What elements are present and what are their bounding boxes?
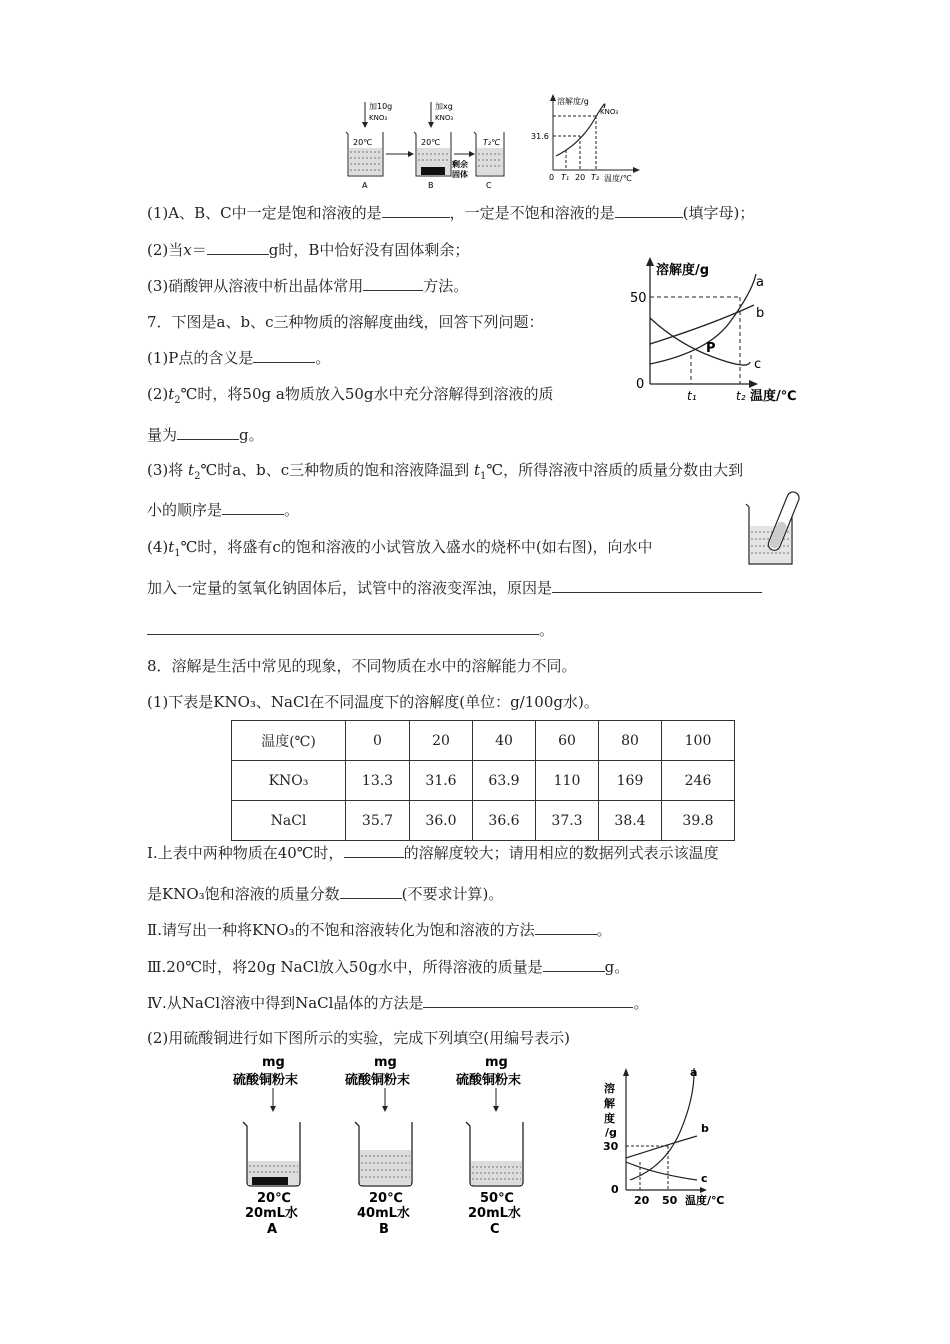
answer-blank[interactable] <box>222 500 284 515</box>
beaker-a-mass: mg <box>262 1055 285 1070</box>
solid-label: 固体 <box>452 170 468 179</box>
q8-part1: (1)下表是KNO₃、NaCl在不同温度下的溶解度(单位：g/100g水)。 <box>147 693 599 711</box>
answer-blank[interactable] <box>253 348 315 363</box>
table-cell: 246 <box>662 761 735 801</box>
kno3-solubility-graph <box>528 92 643 184</box>
table-cell: 36.6 <box>473 801 536 841</box>
q8-stem: 8．溶解是生活中常见的现象，不同物质在水中的溶解能力不同。 <box>147 657 577 675</box>
table-cell: 37.3 <box>536 801 599 841</box>
x-tick-20: 20 <box>575 173 586 182</box>
beaker-b-mass: mg <box>374 1055 397 1070</box>
q6-part2: (2)当x＝ g时，B中恰好没有固体剩余； <box>147 241 470 259</box>
answer-blank[interactable] <box>344 843 404 858</box>
answer-blank[interactable] <box>615 203 683 218</box>
y-label-4: /g <box>605 1126 617 1139</box>
point-p-label: P <box>706 341 716 356</box>
beaker-b-powder: 硫酸铜粉末 <box>345 1073 411 1088</box>
answer-blank[interactable] <box>535 920 597 935</box>
q8-iii: Ⅲ.20℃时，将20g NaCl放入50g水中，所得溶液的质量是 g。 <box>147 958 630 976</box>
table-header-row <box>232 721 735 761</box>
cuso4-solubility-graph <box>600 1062 740 1210</box>
beaker-c-powder: 硫酸铜粉末 <box>456 1073 522 1088</box>
answer-blank[interactable] <box>340 884 402 899</box>
q7-part3-cont: 小的顺序是 。 <box>147 501 300 519</box>
beaker-c-label: C <box>490 1222 500 1237</box>
curve-a-label: a <box>690 1066 698 1079</box>
table-cell: 35.7 <box>346 801 410 841</box>
answer-blank[interactable] <box>207 240 269 255</box>
table-cell: KNO₃ <box>232 761 346 801</box>
q7-part4: $(4)t_1℃$时，将盛有c的饱和溶液的小试管放入盛水的烧杯中(如右图)，向水中 <box>147 538 653 559</box>
table-cell: NaCl <box>232 801 346 841</box>
table-cell: 80 <box>599 721 662 761</box>
curve-c-label: c <box>701 1172 708 1185</box>
add-10g-label: 加10g <box>369 102 393 111</box>
table-cell: 110 <box>536 761 599 801</box>
y-label-2: 解 <box>604 1097 615 1110</box>
beaker-c-water: 20mL水 <box>468 1206 521 1221</box>
table-cell: 169 <box>599 761 662 801</box>
x-tick-0: 0 <box>549 173 555 182</box>
beaker-c-mass: mg <box>485 1055 508 1070</box>
x-tick-t1: T₁ <box>561 173 570 182</box>
curve-c-label: c <box>754 357 762 372</box>
beaker-a-label: A <box>362 181 368 190</box>
table-cell: 100 <box>662 721 735 761</box>
y-label-1: 溶 <box>604 1082 615 1095</box>
q8-ii: Ⅱ.请写出一种将KNO₃的不饱和溶液转化为饱和溶液的方法 。 <box>147 921 612 939</box>
beaker-b-temp: 20℃ <box>421 138 441 147</box>
beaker-c-label: C <box>486 181 492 190</box>
q8-i-cont: 是KNO₃饱和溶液的质量分数 (不要求计算)。 <box>147 885 504 903</box>
table-cell: 20 <box>410 721 473 761</box>
q6-part1: (1)A、B、C中一定是饱和溶液的是 ，一定是不饱和溶液的是 (填字母)； <box>147 204 755 222</box>
x-axis-label: 温度/℃ <box>685 1194 725 1207</box>
beaker-a-temp: 20℃ <box>353 138 373 147</box>
beaker-c-temp: T₂℃ <box>483 138 501 147</box>
beaker-b-temp: 20℃ <box>369 1191 403 1206</box>
table-cell: 36.0 <box>410 801 473 841</box>
origin-label: 0 <box>611 1183 619 1196</box>
table-row <box>232 801 735 841</box>
beaker-b-water: 40mL水 <box>357 1206 410 1221</box>
kno3-label-2: KNO₃ <box>435 114 454 122</box>
table-cell: 38.4 <box>599 801 662 841</box>
abc-solubility-graph <box>618 252 813 407</box>
origin-label: 0 <box>636 377 645 392</box>
add-xg-label: 加xg <box>435 102 453 111</box>
beaker-b-label: B <box>379 1222 389 1237</box>
cuso4-beakers-figure <box>222 1050 572 1240</box>
table-cell: 13.3 <box>346 761 410 801</box>
q6-part3: (3)硝酸钾从溶液中析出晶体常用 方法。 <box>147 277 469 295</box>
remain-label: 剩余 <box>452 160 468 169</box>
solubility-table <box>231 720 735 841</box>
q8-iv: Ⅳ.从NaCl溶液中得到NaCl晶体的方法是 。 <box>147 994 649 1012</box>
table-cell: 63.9 <box>473 761 536 801</box>
table-cell: 31.6 <box>410 761 473 801</box>
q7-stem: 7．下图是a、b、c三种物质的溶解度曲线，回答下列问题： <box>147 313 544 331</box>
y-axis-label: 溶解度/g <box>656 263 710 278</box>
table-cell: 40 <box>473 721 536 761</box>
y-tick-50: 50 <box>630 291 647 306</box>
y-tick-31-6: 31.6 <box>531 132 549 141</box>
beaker-a-water: 20mL水 <box>245 1206 298 1221</box>
answer-blank[interactable] <box>382 203 450 218</box>
beaker-b-label: B <box>428 181 434 190</box>
x-tick-t2: t₂ <box>736 389 746 403</box>
answer-blank[interactable] <box>552 578 762 593</box>
x-axis-label: 温度/℃ <box>750 389 797 404</box>
kno3-experiment-figure <box>338 96 508 191</box>
curve-b-label: b <box>701 1122 709 1135</box>
x-axis-label: 温度/℃ <box>604 174 632 183</box>
answer-blank[interactable] <box>363 276 423 291</box>
y-tick-30: 30 <box>603 1140 619 1153</box>
answer-blank[interactable] <box>147 620 539 635</box>
table-cell: 0 <box>346 721 410 761</box>
x-tick-20: 20 <box>634 1194 650 1207</box>
beaker-a-powder: 硫酸铜粉末 <box>233 1073 299 1088</box>
y-label-3: 度 <box>604 1112 615 1125</box>
answer-blank[interactable] <box>543 957 605 972</box>
beaker-a-label: A <box>267 1222 278 1237</box>
table-cell: 39.8 <box>662 801 735 841</box>
y-axis-label: 溶解度/g <box>557 97 589 106</box>
x-tick-t1: t₁ <box>687 389 697 403</box>
curve-kno3-label: KNO₃ <box>600 108 619 116</box>
x-tick-t2: T₂ <box>591 173 600 182</box>
q7-part4-end: 。 <box>147 620 554 640</box>
x-tick-50: 50 <box>662 1194 678 1207</box>
curve-b-label: b <box>756 306 765 321</box>
table-row <box>232 761 735 801</box>
beaker-test-tube-figure <box>742 488 804 568</box>
beaker-c-temp: 50℃ <box>480 1191 514 1206</box>
q7-part2: $(2)t_2℃$时，将50g a物质放入50g水中充分溶解得到溶液的质 <box>147 385 554 406</box>
q8-part2: (2)用硫酸铜进行如下图所示的实验，完成下列填空(用编号表示) <box>147 1029 570 1047</box>
curve-a-label: a <box>756 275 764 290</box>
answer-blank[interactable] <box>423 993 633 1008</box>
beaker-a-temp: 20℃ <box>257 1191 291 1206</box>
q7-part3: (3)将 $t_2℃$时a、b、c三种物质的饱和溶液降温到 $t_1℃$，所得溶液中溶质的质量分数由大到 <box>147 461 744 482</box>
table-cell: 60 <box>536 721 599 761</box>
q7-part4-cont: 加入一定量的氢氧化钠固体后，试管中的溶液变浑浊，原因是 <box>147 578 762 598</box>
q7-part1: (1)P点的含义是 。 <box>147 349 331 367</box>
table-cell: 温度(℃) <box>232 721 346 761</box>
kno3-label-1: KNO₃ <box>369 114 388 122</box>
q8-i: Ⅰ.上表中两种物质在40℃时， 的溶解度较大；请用相应的数据列式表示该温度 <box>147 844 719 862</box>
answer-blank[interactable] <box>177 425 239 440</box>
q7-part2-cont: 量为 g。 <box>147 426 264 444</box>
